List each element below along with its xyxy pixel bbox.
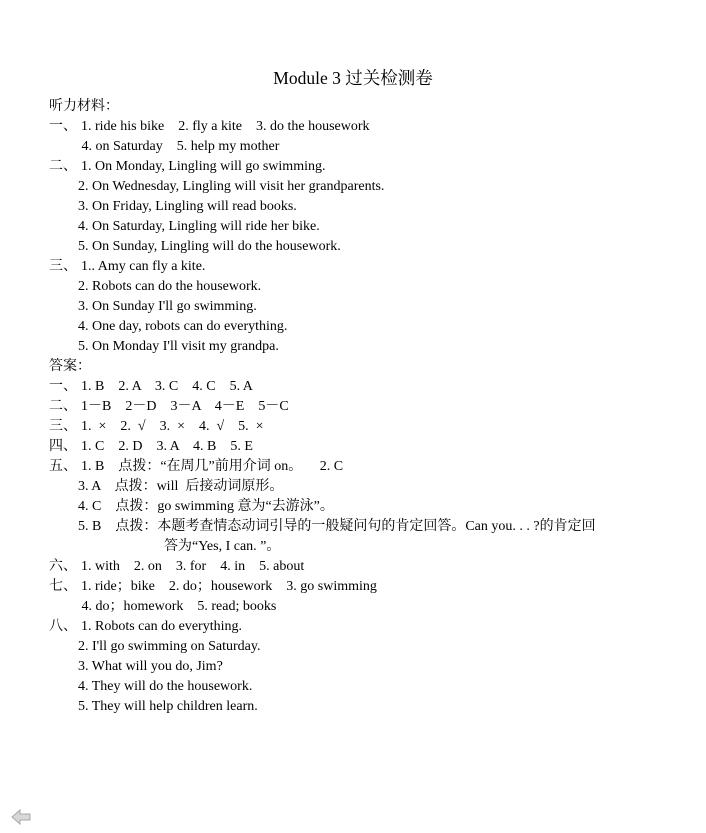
text-line [0,697,706,717]
line-text: 1. ride his bike 2. fly a kite 3. do the housework [81,119,370,134]
line-text: 4. One day, robots can do everything. [78,319,288,334]
line-text: 3. A 点拨：will 后接动词原形。 [78,479,284,494]
line-text: 1. On Monday, Lingling will go swimming. [81,159,326,174]
section-marker: 三、 [49,259,77,274]
text-line [0,397,706,417]
text-line [0,617,706,637]
text-line [0,277,706,297]
text-line [0,517,706,537]
line-text: 5. On Monday I'll visit my grandpa. [78,339,279,354]
text-line [0,557,706,577]
text-line [0,157,706,177]
line-text: 1. with 2. on 3. for 4. in 5. about [81,559,305,574]
text-line [0,217,706,237]
line-text: 2. On Wednesday, Lingling will visit her grandparents. [78,179,385,194]
document-body [0,97,706,717]
line-text: 4. on Saturday 5. help my mother [78,139,280,154]
text-line [0,117,706,137]
text-line [0,377,706,397]
line-text: 2. I'll go swimming on Saturday. [78,639,261,654]
line-text: 4. do；homework 5. read; books [78,599,277,614]
section-marker: 三、 [49,419,77,434]
back-arrow-icon[interactable] [10,808,32,826]
line-text: 1.. Amy can fly a kite. [81,259,206,274]
text-line [0,237,706,257]
line-text: 4. They will do the housework. [78,679,253,694]
text-line [0,197,706,217]
section-marker: 答案： [49,359,91,374]
line-text: 1. C 2. D 3. A 4. B 5. E [81,439,253,454]
line-text: 1. ride；bike 2. do；housework 3. go swimming [81,579,377,594]
line-text: 5. On Sunday, Lingling will do the housework. [78,239,341,254]
text-line [0,297,706,317]
section-marker: 七、 [49,579,77,594]
text-line [0,357,706,377]
text-line [0,417,706,437]
line-text: 5. B 点拨：本题考查情态动词引导的一般疑问句的肯定回答。Can you. . . ?的肯定回 [78,519,596,534]
text-line [0,497,706,517]
section-marker: 二、 [49,399,77,414]
text-line [0,437,706,457]
section-marker: 四、 [49,439,77,454]
section-marker: 六、 [49,559,77,574]
line-text: 1. Robots can do everything. [81,619,242,634]
line-text: 4. C 点拨：go swimming 意为“去游泳”。 [78,499,334,514]
text-line [0,337,706,357]
line-text: 3. On Friday, Lingling will read books. [78,199,297,214]
line-text: 1. B 2. A 3. C 4. C 5. A [81,379,253,394]
line-text: 答为“Yes, I can. ”。 [164,539,281,554]
text-line [0,677,706,697]
section-marker: 二、 [49,159,77,174]
line-text: 4. On Saturday, Lingling will ride her bike. [78,219,320,234]
text-line [0,457,706,477]
line-text: 5. They will help children learn. [78,699,258,714]
section-marker: 一、 [49,119,77,134]
page-title: Module 3 过关检测卷 [273,68,433,88]
line-text: 3. On Sunday I'll go swimming. [78,299,257,314]
text-line [0,137,706,157]
text-line [0,637,706,657]
line-text: 1－B 2－D 3－A 4－E 5－C [81,399,289,414]
section-marker: 五、 [49,459,77,474]
text-line [0,317,706,337]
section-marker: 一、 [49,379,77,394]
text-line [0,97,706,117]
text-line [0,177,706,197]
text-line [0,657,706,677]
line-text: 2. Robots can do the housework. [78,279,262,294]
section-marker: 听力材料： [49,99,119,114]
text-line [0,577,706,597]
line-text: 1. B 点拨：“在周几”前用介词 on。 2. C [81,459,344,474]
text-line [0,257,706,277]
text-line [0,537,706,557]
line-text: 1. × 2. √ 3. × 4. √ 5. × [81,419,264,434]
section-marker: 八、 [49,619,77,634]
text-line [0,477,706,497]
text-line [0,597,706,617]
line-text: 3. What will you do, Jim? [78,659,223,674]
